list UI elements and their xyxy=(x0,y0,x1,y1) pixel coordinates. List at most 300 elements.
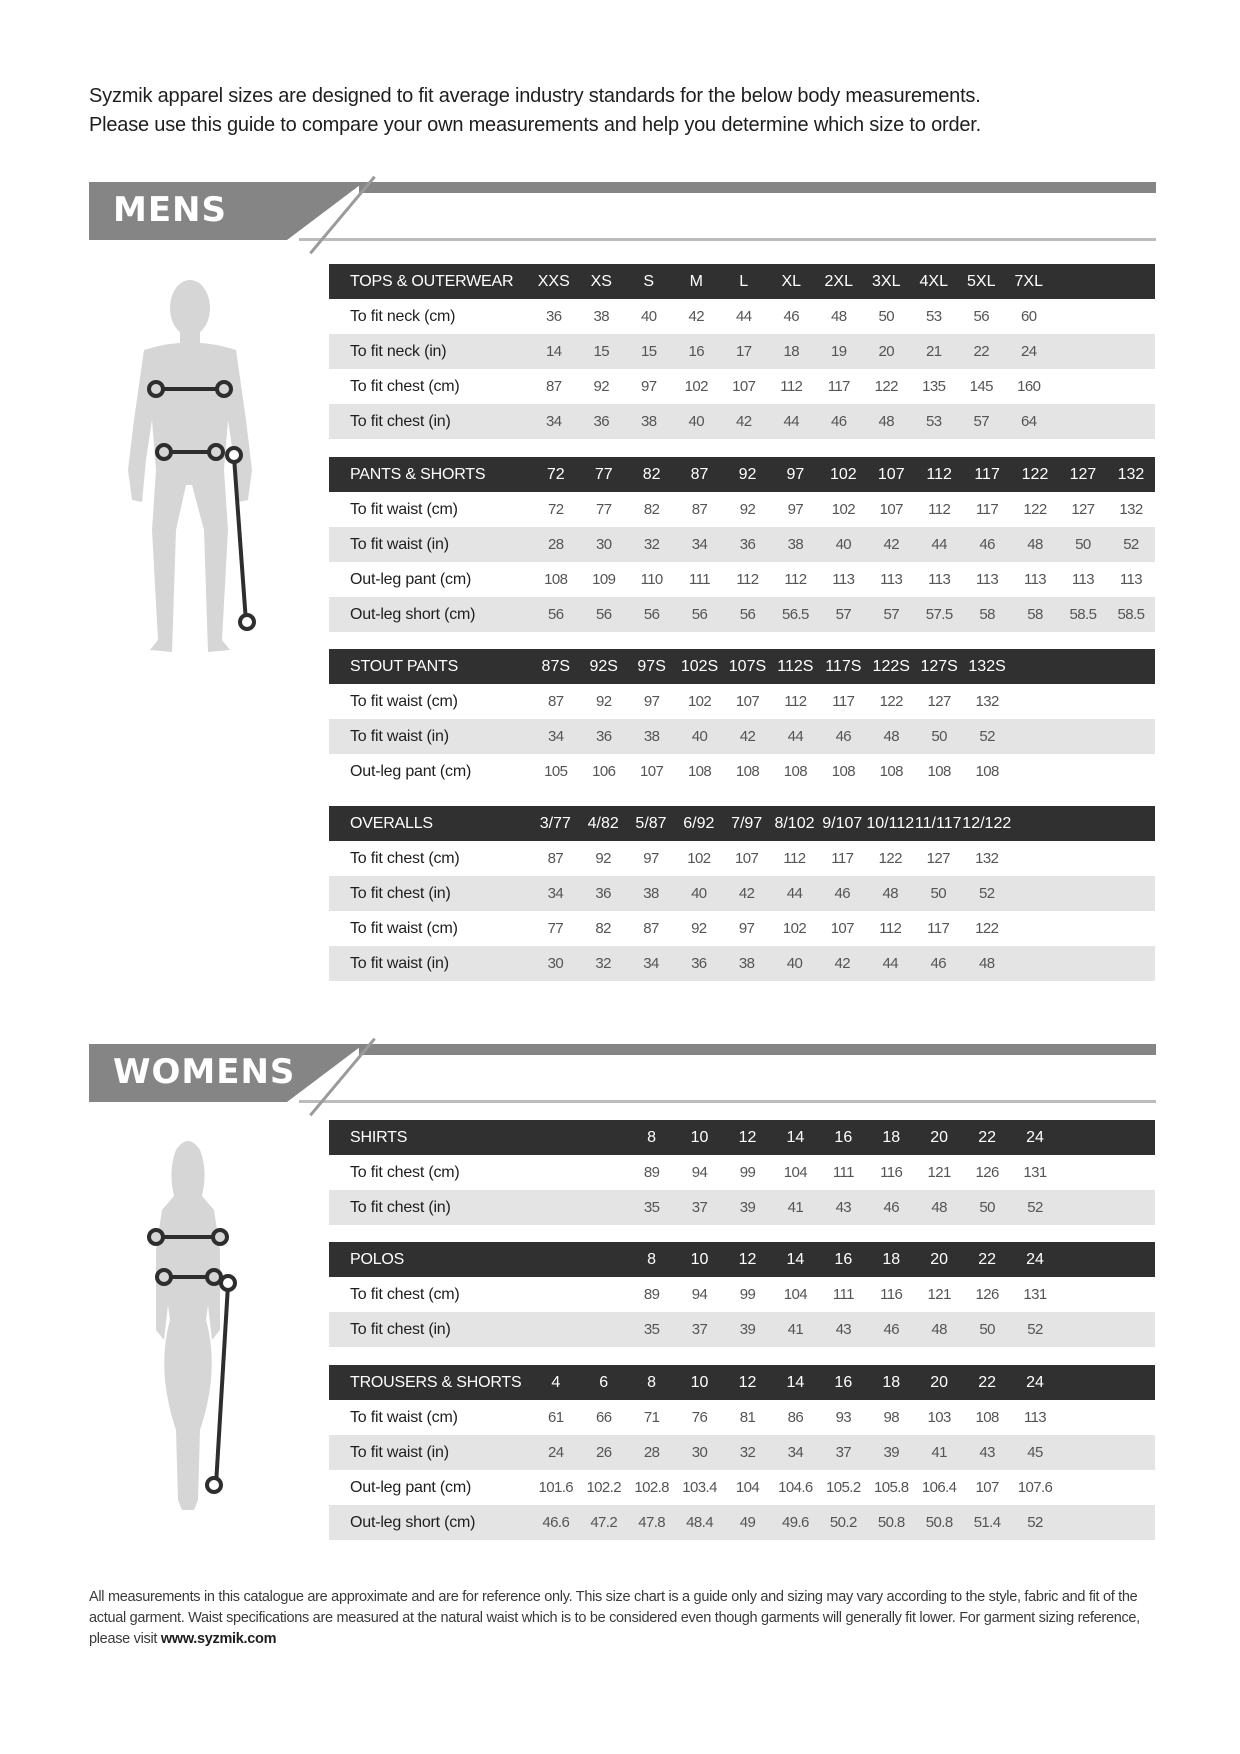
cell: 44 xyxy=(882,955,898,972)
size-header: 24 xyxy=(1026,1250,1044,1268)
cell xyxy=(1053,404,1101,439)
cell: 92 xyxy=(595,850,611,867)
cell: 44 xyxy=(736,308,752,325)
cell: 103 xyxy=(927,1409,951,1426)
cell: 87 xyxy=(691,501,708,518)
cell xyxy=(1011,946,1059,981)
table-title: PANTS & SHORTS xyxy=(350,465,486,483)
size-header: 20 xyxy=(930,1373,949,1391)
cell: 89 xyxy=(643,1164,660,1181)
cell: 24 xyxy=(1021,343,1037,360)
cell: 38 xyxy=(643,885,659,902)
cell: 127 xyxy=(927,693,951,710)
cell: 16 xyxy=(688,343,704,360)
cell: 132 xyxy=(975,693,999,710)
cell xyxy=(1011,876,1059,911)
cell: 36 xyxy=(595,885,611,902)
cell: 50 xyxy=(878,308,894,325)
cell: 52 xyxy=(1027,1199,1043,1216)
table-row xyxy=(329,1190,1155,1225)
size-header: 6/92 xyxy=(683,814,715,832)
spacer xyxy=(580,1120,628,1155)
footnote-text: All measurements in this catalogue are approximate and are for reference only. This size chart is a guide only and sizing may vary according to the style, fabric and fit of the actual garment. Waist specifications are measured at the natural waist which is to be considered even though garments will generally fit lower. For garment sizing reference, please visit xyxy=(89,1589,1140,1647)
cell: 107 xyxy=(735,850,759,867)
size-header: 107S xyxy=(728,657,767,675)
cell: 112 xyxy=(879,920,902,937)
cell: 14 xyxy=(546,343,562,360)
table-row xyxy=(329,841,1155,876)
cell: 92 xyxy=(739,501,756,518)
size-header: 22 xyxy=(978,1128,996,1146)
cell: 40 xyxy=(786,955,803,972)
size-header: 4XL xyxy=(919,272,948,290)
cell: 40 xyxy=(691,728,708,745)
cell: 15 xyxy=(593,343,609,360)
size-header: 5XL xyxy=(967,272,996,290)
cell: 104 xyxy=(783,1286,808,1303)
womens-section-header xyxy=(89,1032,1156,1112)
cell: 102 xyxy=(687,693,712,710)
cell: 86 xyxy=(787,1409,804,1426)
size-header: 18 xyxy=(882,1128,901,1146)
row-label: Out-leg pant (cm) xyxy=(350,1478,472,1496)
cell: 36 xyxy=(739,536,756,553)
cell: 71 xyxy=(643,1409,660,1426)
cell: 57 xyxy=(883,606,899,623)
size-header: 107 xyxy=(877,465,905,483)
size-header: 8 xyxy=(647,1128,657,1146)
male-body-silhouette-icon xyxy=(120,270,260,660)
row-label: To fit chest (in) xyxy=(350,1198,451,1216)
cell: 24 xyxy=(548,1444,564,1461)
size-header: XL xyxy=(781,272,802,290)
intro-text xyxy=(89,82,1189,140)
cell: 50 xyxy=(1075,536,1091,553)
cell: 48 xyxy=(883,728,899,745)
cell: 47.2 xyxy=(590,1514,618,1531)
cell: 46 xyxy=(979,536,995,553)
cell xyxy=(580,1155,628,1190)
cell: 56 xyxy=(548,606,564,623)
cell: 44 xyxy=(787,728,804,745)
cell: 46 xyxy=(930,955,946,972)
cell: 89 xyxy=(643,1286,660,1303)
cell xyxy=(1059,876,1107,911)
table-row xyxy=(329,1277,1155,1312)
cell: 94 xyxy=(691,1286,708,1303)
size-header: 10 xyxy=(690,1128,709,1146)
table-header-row xyxy=(329,264,1155,299)
cell: 36 xyxy=(595,728,612,745)
cell: 82 xyxy=(595,920,611,937)
cell: 39 xyxy=(739,1321,756,1338)
cell: 46 xyxy=(834,885,851,902)
header-top-bar xyxy=(359,182,1156,193)
cell: 58.5 xyxy=(1069,606,1097,623)
size-header: 7XL xyxy=(1014,272,1043,290)
table-title: STOUT PANTS xyxy=(350,657,459,675)
cell: 111 xyxy=(832,1286,854,1303)
cell: 107 xyxy=(975,1479,999,1496)
cell: 43 xyxy=(835,1199,852,1216)
size-header: 132 xyxy=(1117,465,1145,483)
cell: 113 xyxy=(928,571,951,588)
cell: 97 xyxy=(643,850,659,867)
cell: 108 xyxy=(927,763,951,780)
cell: 46 xyxy=(883,1321,899,1338)
size-header: 92 xyxy=(738,465,757,483)
website-link[interactable]: www.syzmik.com xyxy=(160,1631,277,1647)
table-row xyxy=(329,369,1155,404)
cell: 102.2 xyxy=(586,1479,621,1496)
row-label: Out-leg pant (cm) xyxy=(350,762,472,780)
cell: 18 xyxy=(783,343,799,360)
cell: 112 xyxy=(783,850,806,867)
cell xyxy=(1107,719,1155,754)
spacer xyxy=(1053,264,1101,299)
size-header: 122S xyxy=(872,657,910,675)
cell: 122 xyxy=(975,920,999,937)
size-header: 117 xyxy=(974,465,1000,483)
row-label: To fit chest (in) xyxy=(350,884,451,902)
cell: 53 xyxy=(926,308,942,325)
cell: 121 xyxy=(927,1286,951,1303)
cell: 48 xyxy=(979,955,995,972)
size-header: 16 xyxy=(834,1250,853,1268)
cell: 56 xyxy=(643,606,660,623)
size-header: 12/122 xyxy=(962,814,1012,832)
cell: 19 xyxy=(831,343,847,360)
table-row xyxy=(329,1470,1155,1505)
table-row xyxy=(329,946,1155,981)
cell: 52 xyxy=(1027,1514,1043,1531)
cell: 28 xyxy=(643,1444,660,1461)
cell: 56.5 xyxy=(782,606,809,623)
cell: 58 xyxy=(1027,606,1043,623)
cell: 56 xyxy=(691,606,708,623)
cell: 38 xyxy=(643,728,660,745)
cell xyxy=(1107,1400,1155,1435)
cell: 21 xyxy=(926,343,942,360)
size-header: 16 xyxy=(834,1128,853,1146)
mens-title: MENS xyxy=(113,190,228,230)
cell: 107.6 xyxy=(1017,1479,1053,1496)
cell: 28 xyxy=(548,536,564,553)
size-header: 14 xyxy=(786,1250,805,1268)
cell: 131 xyxy=(1023,1286,1047,1303)
cell: 15 xyxy=(641,343,657,360)
cell: 58 xyxy=(979,606,995,623)
cell: 22 xyxy=(973,343,989,360)
size-header: 20 xyxy=(930,1128,949,1146)
disclaimer-footnote xyxy=(89,1587,1169,1650)
table-header-row xyxy=(329,1242,1155,1277)
table-row xyxy=(329,299,1155,334)
row-label: To fit waist (in) xyxy=(350,954,449,972)
table-row xyxy=(329,684,1155,719)
cell: 101.6 xyxy=(538,1479,574,1496)
cell xyxy=(580,1190,628,1225)
size-header: 20 xyxy=(930,1250,949,1268)
size-header: 8 xyxy=(647,1250,657,1268)
spacer xyxy=(1059,1242,1107,1277)
cell: 117 xyxy=(927,920,950,937)
cell: 46.6 xyxy=(542,1514,570,1531)
cell xyxy=(1059,1312,1107,1347)
row-label: To fit neck (in) xyxy=(350,342,447,360)
size-header: 2XL xyxy=(824,272,853,290)
cell xyxy=(1059,1277,1107,1312)
row-label: To fit chest (cm) xyxy=(350,1163,460,1181)
cell: 34 xyxy=(547,885,564,902)
row-label: To fit chest (in) xyxy=(350,1320,451,1338)
row-label: To fit waist (in) xyxy=(350,727,449,745)
cell: 117 xyxy=(832,693,855,710)
table-row xyxy=(329,527,1155,562)
cell xyxy=(1011,754,1059,789)
cell: 122 xyxy=(874,378,898,395)
size-header: 24 xyxy=(1026,1128,1044,1146)
cell: 46 xyxy=(835,728,852,745)
cell xyxy=(1107,1435,1155,1470)
cell: 51.4 xyxy=(973,1514,1001,1531)
mens-stout-pants-table xyxy=(329,649,1155,789)
spacer xyxy=(532,1120,580,1155)
cell: 56 xyxy=(739,606,756,623)
cell: 50 xyxy=(930,885,946,902)
cell: 107 xyxy=(735,693,760,710)
table-title: SHIRTS xyxy=(350,1128,408,1146)
cell xyxy=(1107,1505,1155,1540)
spacer xyxy=(1059,1120,1107,1155)
spacer xyxy=(580,1242,628,1277)
size-header: 127S xyxy=(920,657,958,675)
cell: 37 xyxy=(835,1444,852,1461)
cell: 108 xyxy=(735,763,760,780)
size-header: 4 xyxy=(551,1373,561,1391)
size-header: 24 xyxy=(1026,1373,1044,1391)
table-row xyxy=(329,492,1155,527)
size-header: 102 xyxy=(829,465,857,483)
cell xyxy=(580,1277,628,1312)
cell: 117 xyxy=(827,378,850,395)
size-header: 10 xyxy=(690,1373,709,1391)
cell: 117 xyxy=(831,850,854,867)
size-header: XS xyxy=(590,272,612,290)
mens-overalls-table xyxy=(329,806,1155,981)
row-label: To fit waist (cm) xyxy=(350,500,458,518)
table-row xyxy=(329,1505,1155,1540)
cell: 35 xyxy=(643,1199,660,1216)
spacer xyxy=(1100,404,1155,439)
table-row xyxy=(329,334,1155,369)
cell: 113 xyxy=(880,571,903,588)
cell: 57.5 xyxy=(925,606,953,623)
table-header-row xyxy=(329,806,1155,841)
cell xyxy=(1059,684,1107,719)
table-row xyxy=(329,754,1155,789)
cell: 92 xyxy=(595,693,612,710)
size-header: 97S xyxy=(637,657,666,675)
spacer xyxy=(1059,806,1107,841)
cell: 76 xyxy=(691,1409,708,1426)
table-title: TOPS & OUTERWEAR xyxy=(350,272,514,290)
size-header: 7/97 xyxy=(731,814,763,832)
spacer xyxy=(1107,1120,1155,1155)
cell: 104 xyxy=(783,1164,808,1181)
cell xyxy=(1059,1190,1107,1225)
cell: 48 xyxy=(931,1199,947,1216)
table-row xyxy=(329,876,1155,911)
cell: 113 xyxy=(1023,1409,1047,1426)
cell xyxy=(1059,1435,1107,1470)
cell: 97 xyxy=(641,378,657,395)
spacer xyxy=(1100,299,1155,334)
row-label: To fit waist (in) xyxy=(350,535,449,553)
cell: 52 xyxy=(979,885,995,902)
cell: 52 xyxy=(1027,1321,1043,1338)
cell: 50 xyxy=(979,1321,995,1338)
cell: 64 xyxy=(1021,413,1037,430)
cell: 38 xyxy=(641,413,657,430)
cell: 127 xyxy=(926,850,950,867)
cell: 117 xyxy=(976,501,999,518)
table-title: POLOS xyxy=(350,1250,405,1268)
row-label: Out-leg short (cm) xyxy=(350,605,476,623)
cell xyxy=(532,1155,580,1190)
cell xyxy=(1011,719,1059,754)
size-header: XXS xyxy=(537,272,570,290)
cell: 122 xyxy=(1023,501,1047,518)
row-label: Out-leg short (cm) xyxy=(350,1513,476,1531)
size-header: 3XL xyxy=(872,272,901,290)
table-header-row xyxy=(329,1120,1155,1155)
female-body-silhouette-icon xyxy=(128,1130,248,1520)
row-label: To fit waist (cm) xyxy=(350,919,458,937)
cell: 30 xyxy=(547,955,564,972)
size-header: 18 xyxy=(882,1373,901,1391)
cell: 107 xyxy=(732,378,756,395)
cell: 34 xyxy=(787,1444,804,1461)
cell: 34 xyxy=(643,955,659,972)
size-header: 10/112 xyxy=(866,814,915,832)
cell: 102 xyxy=(831,501,855,518)
cell: 110 xyxy=(640,571,663,588)
spacer xyxy=(1059,1365,1107,1400)
row-label: To fit waist (cm) xyxy=(350,692,458,710)
cell: 60 xyxy=(1021,308,1037,325)
row-label: To fit chest (cm) xyxy=(350,377,460,395)
cell: 20 xyxy=(878,343,894,360)
cell: 37 xyxy=(691,1321,708,1338)
cell: 43 xyxy=(979,1444,995,1461)
cell: 108 xyxy=(687,763,712,780)
cell: 50 xyxy=(931,728,947,745)
cell: 52 xyxy=(1123,536,1139,553)
cell: 32 xyxy=(643,536,660,553)
cell: 121 xyxy=(927,1164,951,1181)
table-row xyxy=(329,1435,1155,1470)
size-header: 5/87 xyxy=(635,814,667,832)
cell xyxy=(1059,946,1107,981)
table-row xyxy=(329,719,1155,754)
spacer xyxy=(1107,649,1155,684)
cell: 41 xyxy=(787,1321,804,1338)
row-label: To fit waist (cm) xyxy=(350,1408,458,1426)
cell: 52 xyxy=(979,728,995,745)
size-header: M xyxy=(689,272,703,290)
cell: 50.2 xyxy=(829,1514,857,1531)
cell: 106 xyxy=(592,763,616,780)
spacer xyxy=(1100,334,1155,369)
cell: 122 xyxy=(878,850,902,867)
cell: 44 xyxy=(786,885,803,902)
cell: 50 xyxy=(979,1199,995,1216)
cell: 116 xyxy=(880,1286,903,1303)
size-header: 10 xyxy=(690,1250,709,1268)
row-label: Out-leg pant (cm) xyxy=(350,570,472,588)
cell: 103.4 xyxy=(682,1479,717,1496)
cell: 106.4 xyxy=(921,1479,957,1496)
cell: 109 xyxy=(592,571,616,588)
cell: 102 xyxy=(782,920,807,937)
cell xyxy=(1059,1505,1107,1540)
cell xyxy=(1059,754,1107,789)
cell: 35 xyxy=(643,1321,660,1338)
cell: 39 xyxy=(739,1199,756,1216)
cell: 99 xyxy=(739,1286,756,1303)
cell xyxy=(1059,911,1107,946)
cell: 108 xyxy=(975,763,999,780)
cell: 47.8 xyxy=(638,1514,666,1531)
cell: 113 xyxy=(1023,571,1047,588)
cell: 94 xyxy=(691,1164,708,1181)
size-header: 117S xyxy=(825,657,862,675)
size-header: 9/107 xyxy=(822,814,863,832)
cell: 98 xyxy=(883,1409,899,1426)
cell: 97 xyxy=(787,501,804,518)
cell: 48.4 xyxy=(686,1514,713,1531)
cell: 135 xyxy=(922,378,946,395)
cell: 58.5 xyxy=(1117,606,1145,623)
cell: 113 xyxy=(976,571,999,588)
cell: 34 xyxy=(691,536,708,553)
cell: 42 xyxy=(834,955,851,972)
cell: 99 xyxy=(739,1164,756,1181)
cell xyxy=(532,1277,580,1312)
womens-shirts-table xyxy=(329,1120,1155,1225)
cell: 111 xyxy=(689,571,711,588)
size-header: L xyxy=(739,272,749,290)
size-header: 12 xyxy=(738,1128,757,1146)
cell: 113 xyxy=(832,571,855,588)
cell: 131 xyxy=(1023,1164,1047,1181)
cell xyxy=(1107,684,1155,719)
header-top-bar xyxy=(359,1044,1156,1055)
size-header: 8 xyxy=(647,1373,657,1391)
cell: 112 xyxy=(736,571,759,588)
cell: 34 xyxy=(546,413,562,430)
table-header-row xyxy=(329,1365,1155,1400)
cell: 108 xyxy=(879,763,903,780)
cell xyxy=(1107,911,1155,946)
size-header: 102S xyxy=(680,657,719,675)
cell xyxy=(1107,876,1155,911)
size-header: S xyxy=(643,272,655,290)
table-row xyxy=(329,911,1155,946)
cell: 56 xyxy=(595,606,612,623)
cell: 40 xyxy=(688,413,704,430)
